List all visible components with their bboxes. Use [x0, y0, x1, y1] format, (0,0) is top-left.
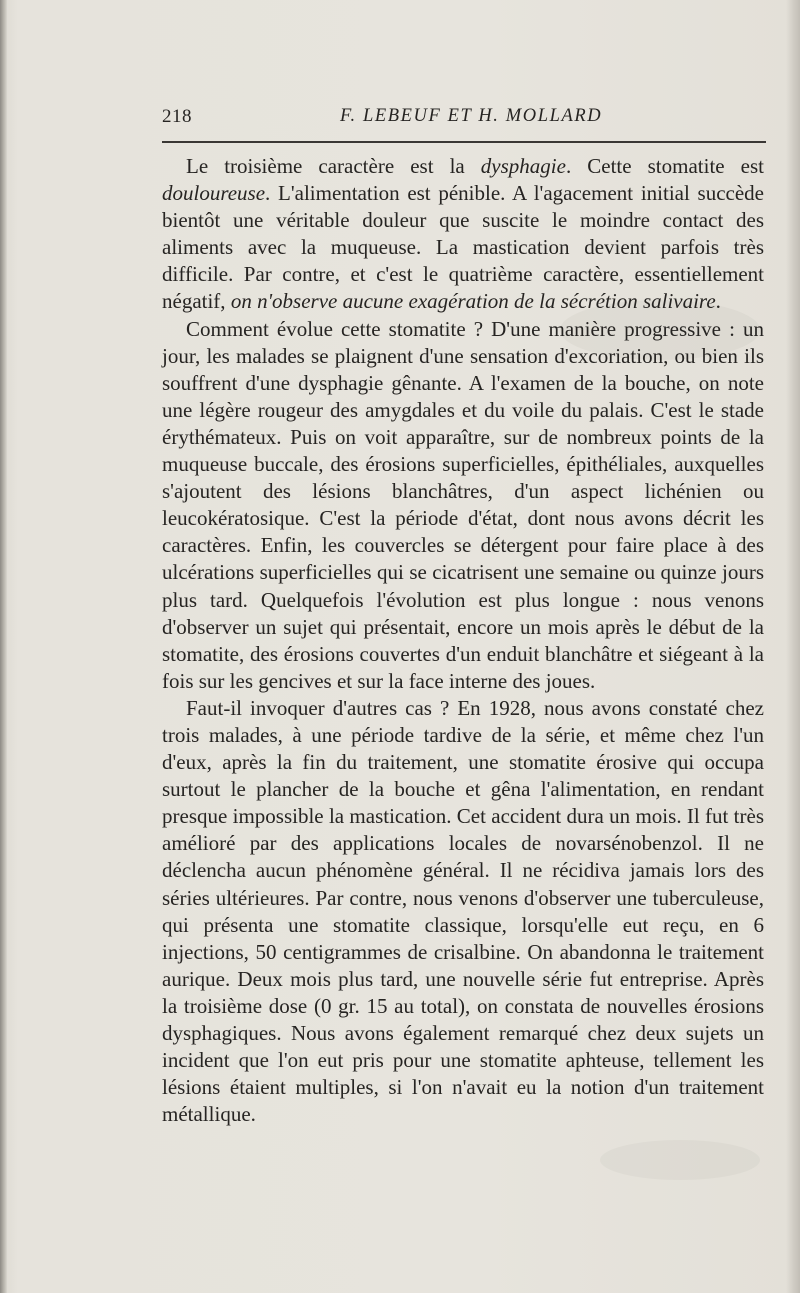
italic-text: douloureuse	[162, 181, 266, 206]
paragraph	[162, 316, 764, 695]
page-right-edge	[786, 0, 800, 1293]
italic-text: dysphagie	[480, 154, 566, 178]
page-number: 218	[162, 106, 192, 127]
header-rule	[162, 141, 766, 143]
running-head: F. LEBEUF ET H. MOLLARD	[340, 106, 603, 126]
paper-stain	[600, 1140, 760, 1180]
text-run: Le troisième caractère est la	[186, 154, 481, 178]
text-run: . Cette stomatite est	[565, 154, 764, 178]
paragraph	[162, 153, 764, 316]
page-binding-edge	[0, 0, 7, 1293]
text-run: .	[715, 289, 721, 314]
text-run: Comment évolue cette stomatite ? D'une manière progressive : un jour, les malades se plaignent d'une sensation d'excoriation, ou bien ils souffrent d'une dysphagie gênante. A l'examen de la bouche, on note une légère rougeur des amygdales et du voile du palais. C'est le stade érythémateux. Puis on voit apparaître, sur de nombreux points de la muqueuse buccale, des érosions superficielles, épithéliales, auxquelles s'ajoutent des lésions blanchâtres, d'un aspect lichénien ou leucokératosique. C'est la période d'état, dont nous avons décrit les caractères. Enfin, les couvercles se détergent pour faire place à des ulcérations superficielles qui se cicatrisent une semaine ou quinze jours plus tard. Quelquefois l'évolution est plus longue : nous venons d'observer un sujet qui présentait, encore un mois après le début de la stomatite, des érosions couvertes d'un enduit blanchâtre et siégeant à la fois sur les gencives et sur la face interne des joues.	[162, 316, 764, 693]
body-text	[162, 153, 764, 1128]
text-run: . L'alimentation est pénible. A l'agacement initial succède bientôt une véritable douleur que suscite le moindre contact des aliments avec la muqueuse. La mastication devient parfois très difficile. Par contre, et c'est le quatrième caractère, essentiellement négatif,	[162, 181, 764, 314]
page-header	[162, 106, 764, 134]
italic-text: on n'observe aucune exagération de la sécrétion salivaire	[230, 289, 716, 314]
paragraph	[162, 695, 764, 1129]
text-run: Faut-il invoquer d'autres cas ? En 1928, nous avons constaté chez trois malades, à une période tardive de la série, et même chez l'un d'eux, après la fin du traitement, une stomatite érosive qui occupa surtout le plancher de la bouche et gêna l'alimentation, en rendant presque impossible la mastication. Cet accident dura un mois. Il fut très amélioré par des applications locales de novarsénobenzol. Il ne déclencha aucun phénomène général. Il ne récidiva jamais lors des séries ultérieures. Par contre, nous venons d'observer une tuberculeuse, qui présenta une stomatite classique, lorsqu'elle eut reçu, en 6 injections, 50 centigrammes de crisalbine. On abandonna le traitement aurique. Deux mois plus tard, une nouvelle série fut entreprise. Après la troisième dose (0 gr. 15 au total), on constata de nouvelles érosions dysphagiques. Nous avons également remarqué chez deux sujets un incident que l'on eut pris pour une stomatite aphteuse, tellement les lésions étaient multiples, si l'on n'avait eu la notion d'un traitement métallique.	[162, 695, 764, 1127]
